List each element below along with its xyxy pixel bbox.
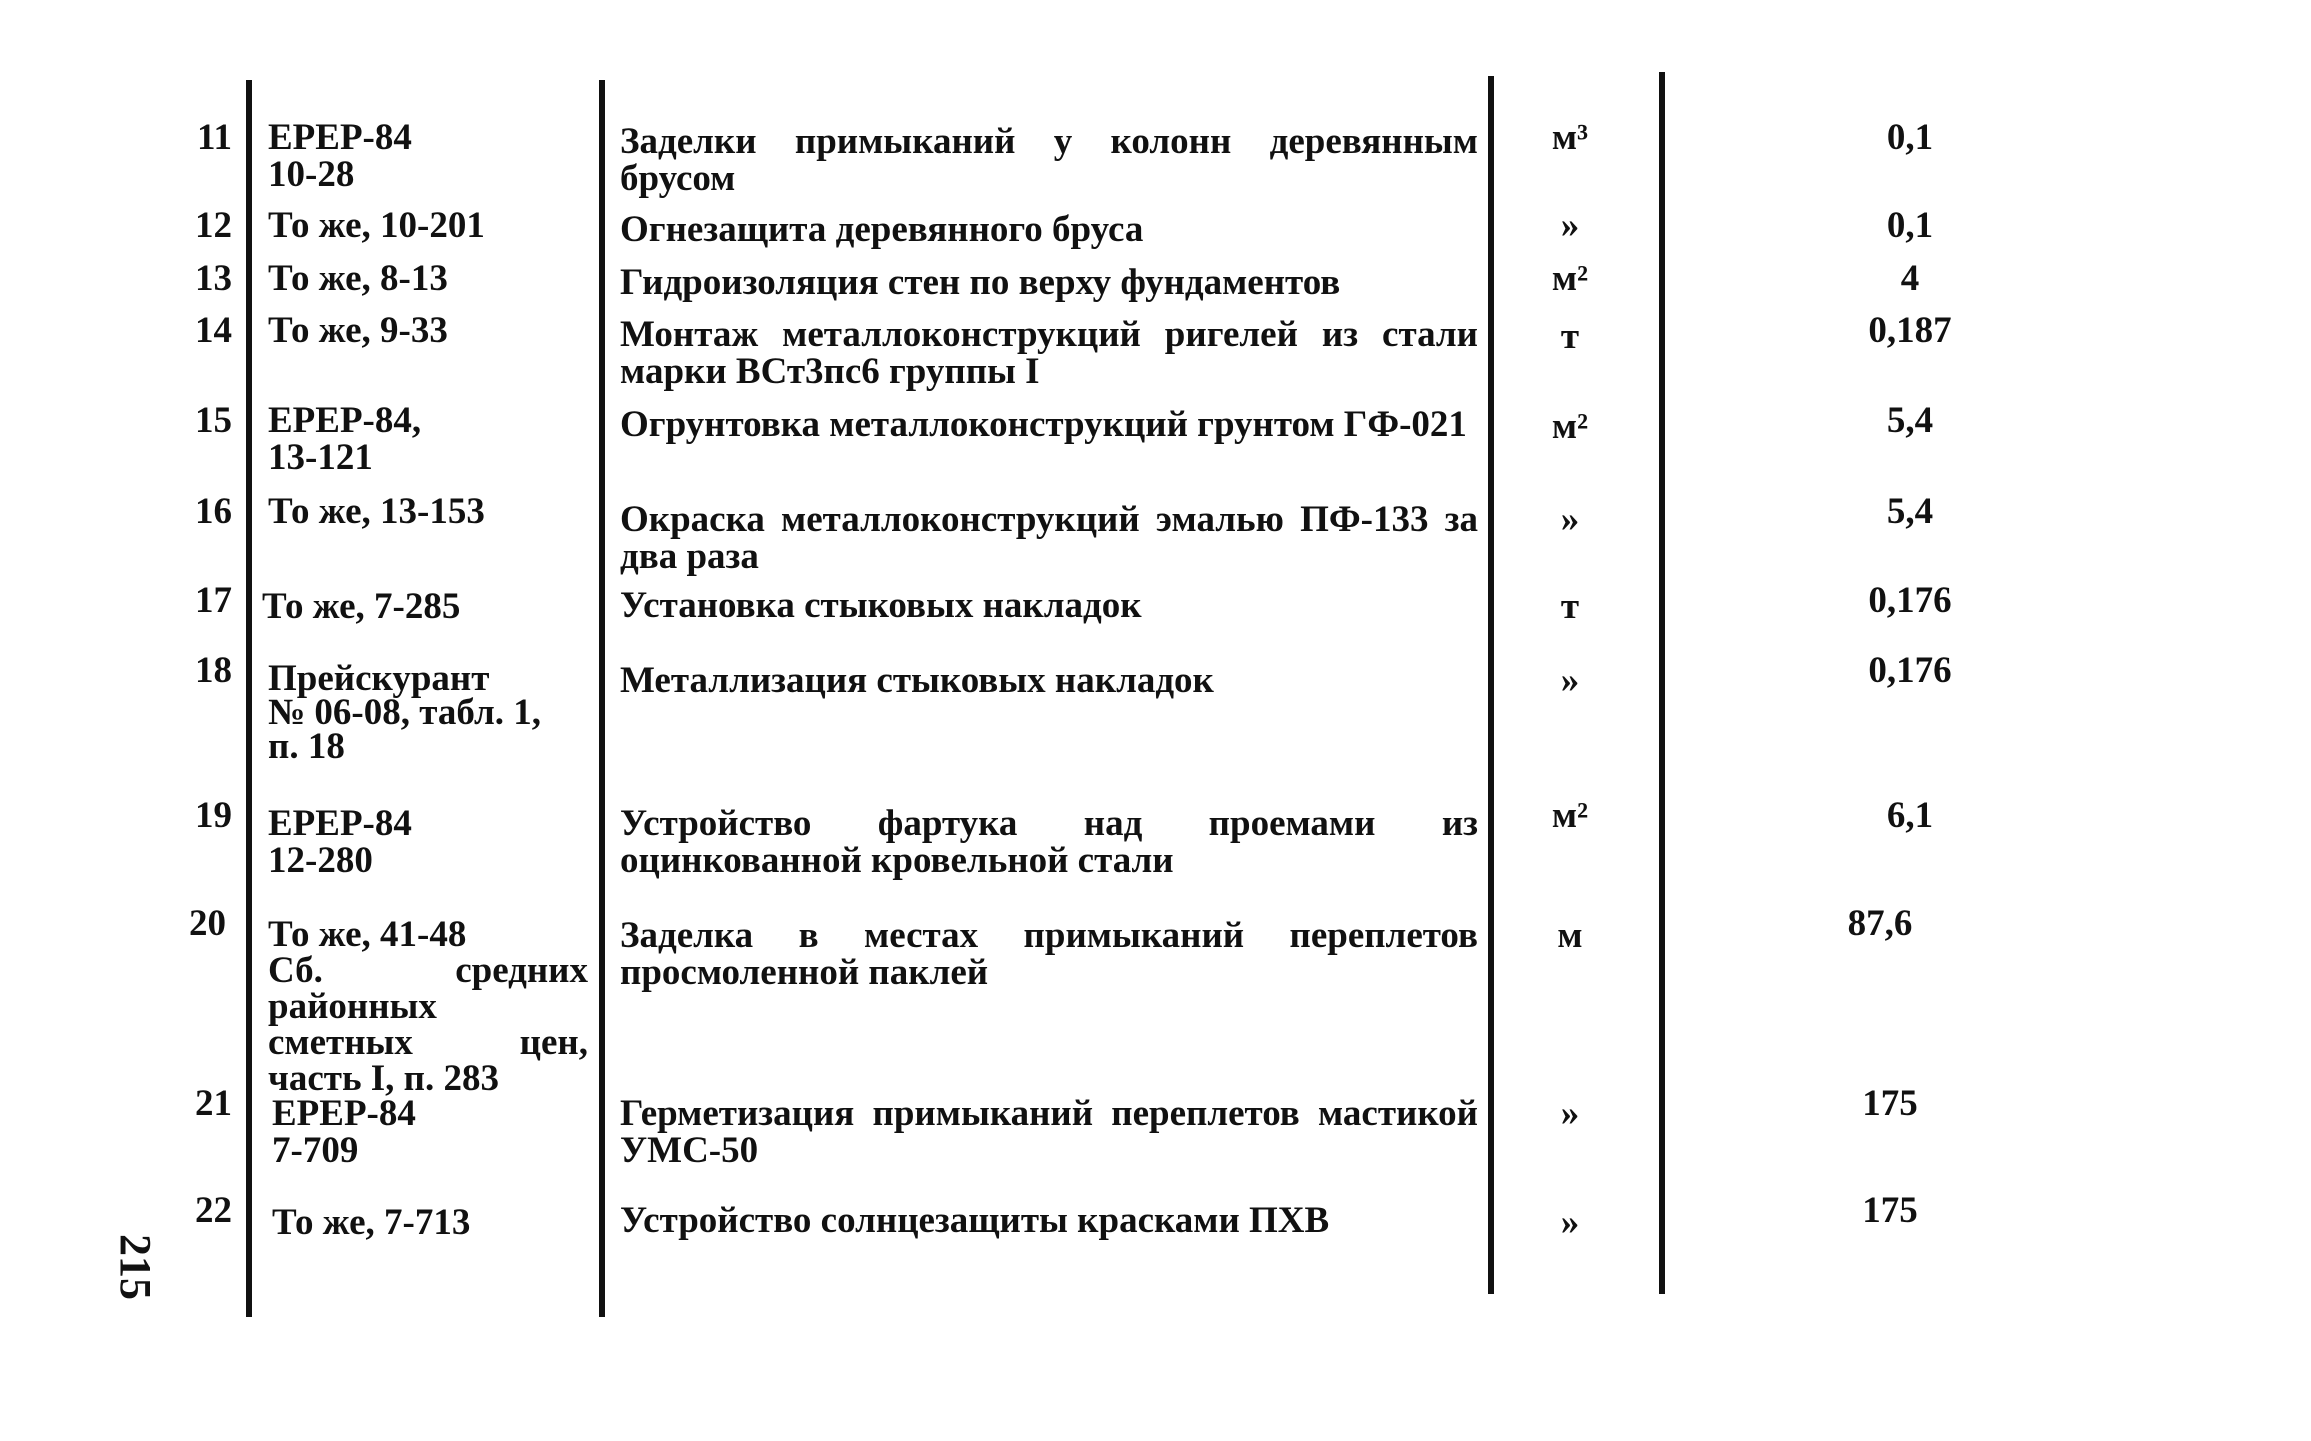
row-number: 18 [195,650,232,691]
work-description: Монтаж металлоконструкций ригелей из стали марки ВСт3пс6 группы I [620,314,1478,392]
rate-reference: То же, 41-48 Сб. средних районных сметных цен, часть I, п. 283 [268,914,588,1099]
rate-reference: То же, 8-13 [268,258,448,299]
row-number: 15 [195,400,232,441]
work-description: Установка стыковых накладок [620,585,1142,626]
quantity: 4 [1900,258,1920,299]
unit-of-measure: м² [1551,406,1589,447]
unit-of-measure: » [1560,499,1580,540]
work-description: Огрунтовка металлоконструкций грунтом ГФ-021 [620,404,1467,445]
quantity: 0,176 [1868,650,1952,691]
column-rule-4 [1659,72,1665,1294]
work-description: Заделка в местах примыканий переплетов просмоленной паклей [620,915,1478,993]
rate-reference: То же, 13-153 [268,491,485,532]
work-description: Герметизация примыканий переплетов мастикой УМС-50 [620,1093,1478,1171]
unit-of-measure: » [1560,660,1580,701]
rate-reference: То же, 9-33 [268,310,448,351]
row-number: 14 [195,310,232,351]
work-description: Огнезащита деревянного бруса [620,209,1144,250]
quantity: 175 [1862,1083,1918,1124]
rate-reference: То же, 10-201 [268,205,485,246]
work-description: Гидроизоляция стен по верху фундаментов [620,262,1341,303]
quantity: 0,1 [1886,205,1934,246]
unit-of-measure: » [1560,1093,1580,1134]
row-number: 17 [195,580,232,621]
row-number: 11 [197,117,232,158]
row-number: 12 [195,205,232,246]
row-number: 21 [195,1083,232,1124]
quantity: 0,187 [1868,310,1952,351]
rate-reference: ЕРЕР-84 7-709 [272,1093,416,1171]
rate-reference: То же, 7-713 [272,1202,471,1243]
column-rule-2 [599,80,605,1317]
work-description: Металлизация стыковых накладок [620,660,1214,701]
row-number: 19 [195,795,232,836]
unit-of-measure: м³ [1551,117,1589,158]
quantity: 5,4 [1886,491,1934,532]
unit-of-measure: т [1560,586,1580,627]
quantity: 5,4 [1886,400,1934,441]
rate-reference: ЕРЕР-84, 13-121 [268,400,422,478]
row-number: 16 [195,491,232,532]
quantity: 0,1 [1886,117,1934,158]
page-number: 215 [111,1234,160,1300]
rate-reference: То же, 7-285 [262,586,461,627]
rate-reference: Прейскурант № 06-08, табл. 1, п. 18 [268,658,541,767]
work-description: Заделки примыканий у колонн деревянным брусом [620,121,1478,199]
unit-of-measure: » [1560,1202,1580,1243]
work-description: Устройство фартука над проемами из оцинкованной кровельной стали [620,803,1478,881]
work-description: Окраска металлоконструкций эмалью ПФ-133 за два раза [620,499,1478,577]
rate-reference: ЕРЕР-84 10-28 [268,117,412,195]
unit-of-measure: м² [1551,795,1589,836]
quantity: 87,6 [1847,903,1913,944]
column-rule-1 [246,80,252,1317]
unit-of-measure: м [1557,915,1583,956]
quantity: 6,1 [1886,795,1934,836]
quantity: 0,176 [1868,580,1952,621]
row-number: 13 [195,258,232,299]
work-description: Устройство солнцезащиты красками ПХВ [620,1200,1330,1241]
row-number: 20 [189,903,226,944]
quantity: 175 [1862,1190,1918,1231]
unit-of-measure: м² [1551,258,1589,299]
row-number: 22 [195,1190,232,1231]
unit-of-measure: т [1560,316,1580,357]
rate-reference: ЕРЕР-84 12-280 [268,803,412,881]
unit-of-measure: » [1560,205,1580,246]
